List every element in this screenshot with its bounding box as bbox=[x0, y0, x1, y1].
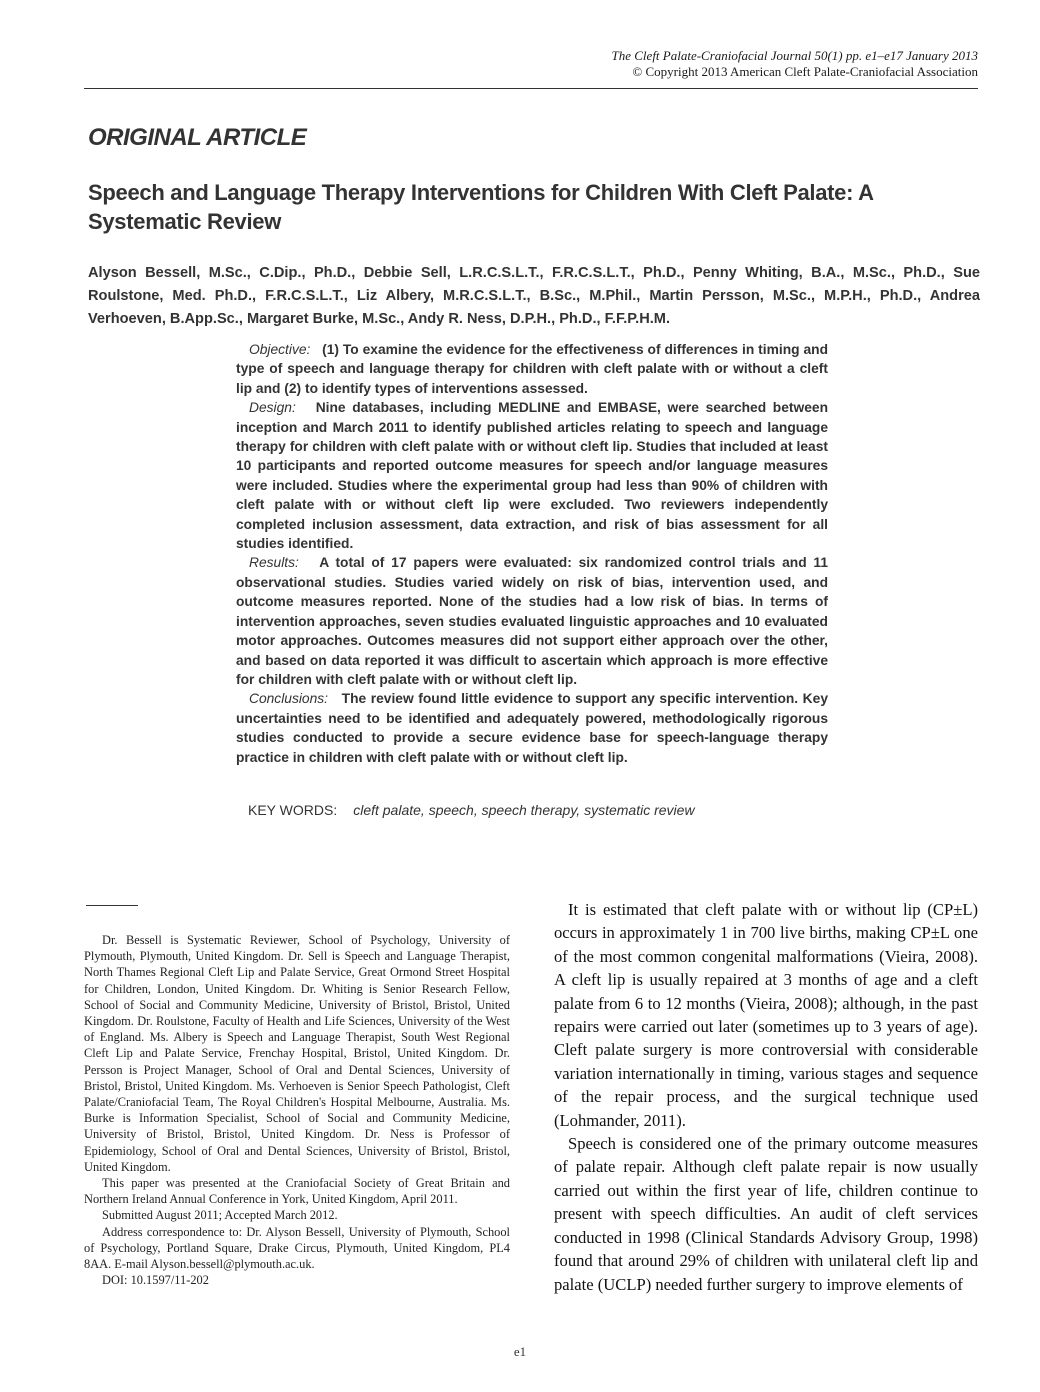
abstract-heading: Results: bbox=[249, 555, 299, 571]
keywords bbox=[248, 802, 848, 818]
copyright-notice: © Copyright 2013 American Cleft Palate-Craniofacial Association bbox=[632, 64, 978, 79]
abstract-text: The review found little evidence to support any specific intervention. Key uncertainties need to be identified and adequately powered, methodologically rigorous studies conducted to provide a secure evidence base for speech-language therapy practice in children with cleft palate with or without cleft lip. bbox=[236, 691, 828, 765]
footnote-dates: Submitted August 2011; Accepted March 2012. bbox=[102, 1208, 338, 1223]
abstract-heading: Objective: bbox=[249, 342, 311, 357]
header-rule bbox=[84, 88, 978, 89]
body-paragraph: It is estimated that cleft palate with or without lip (CP±L) occurs in approximately 1 in 700 live births, making CP±L one of the most common congenital malformations (Vieira, 2008). A cleft lip is usually repaired at 3 months of age and a cleft palate from 6 to 12 months (Vieira, 2008); although, in the past repairs were carried out later (sometimes up to 3 years of age). Cleft palate surgery is more controversial with considerable variation internationally in timing, various stages and sequence of the repair process, and the surgical technique used (Lohmander, 2011). bbox=[554, 900, 978, 1130]
abstract-heading: Conclusions: bbox=[249, 691, 328, 707]
body-paragraph: Speech is considered one of the primary outcome measures of palate repair. Although cleft palate repair is now usually carried out within the first year of life, children continue to present with speech difficulties. An audit of cleft services conducted in 1998 (Clinical Standards Advisory Group, 1998) found that around 29% of children with unilateral cleft lip and palate (UCLP) needed further surgery to improve elements of bbox=[554, 1134, 978, 1294]
keywords-label: KEY WORDS: bbox=[248, 802, 338, 818]
article-type: ORIGINAL ARTICLE bbox=[88, 124, 307, 151]
abstract-conclusions bbox=[236, 689, 828, 767]
abstract-text: (1) To examine the evidence for the effectiveness of differences in timing and type of speech and language therapy for children with cleft palate with or without a cleft lip and (2) to identify types of interventions assessed. bbox=[236, 342, 828, 396]
author-list: Alyson Bessell, M.Sc., C.Dip., Ph.D., Debbie Sell, L.R.C.S.L.T., F.R.C.S.L.T., Ph.D., Penny Whiting, B.A., M.Sc., Ph.D., Sue Roulstone, Med. Ph.D., F.R.C.S.L.T., Liz Albery, M.R.C.S.L.T., B.Sc., M.Phil., Martin Persson, M.Sc., M.P.H., Ph.D., Andrea Verhoeven, B.App.Sc., Margaret Burke, M.Sc., Andy R. Ness, D.P.H., Ph.D., F.F.P.H.M. bbox=[88, 265, 980, 327]
keywords-list: cleft palate, speech, speech therapy, systematic review bbox=[353, 802, 695, 818]
footnote-doi: DOI: 10.1597/11-202 bbox=[102, 1273, 209, 1288]
footnote-presentation: This paper was presented at the Craniofacial Society of Great Britain and Northern Ireland Annual Conference in York, United Kingdom, April 2011. bbox=[84, 1176, 510, 1207]
journal-citation: The Cleft Palate-Craniofacial Journal 50(1) pp. e1–e17 January 2013 bbox=[611, 48, 978, 63]
abstract-results bbox=[236, 553, 828, 689]
abstract-heading: Design: bbox=[249, 400, 296, 416]
body-column bbox=[554, 898, 978, 1296]
footnotes bbox=[84, 932, 510, 1288]
article-title: Speech and Language Therapy Interventions for Children With Cleft Palate: A Systematic Review bbox=[88, 180, 873, 234]
abstract-text: Nine databases, including MEDLINE and EMBASE, were searched between inception and March 2011 to identify published articles relating to speech and language therapy for children with cleft palate with or without cleft lip. Studies that included at least 10 participants and reported outcome measures for speech and/or language measures were included. Studies where the experimental group had less than 90% of children with cleft palate with or without cleft lip were excluded. Two reviewers independently completed inclusion assessment, data extraction, and risk of bias assessment for all studies identified. bbox=[236, 400, 828, 552]
abstract-text: A total of 17 papers were evaluated: six randomized control trials and 11 observational studies. Studies varied widely on risk of bias, intervention used, and outcome measures reported. None of the studies had a low risk of bias. In terms of intervention approaches, seven studies evaluated linguistic approaches and 10 evaluated motor approaches. Outcomes measures did not support either approach over the other, and based on data reported it was difficult to ascertain which approach is more effective for children with cleft palate with or without cleft lip. bbox=[236, 555, 829, 687]
footnote-affiliations: Dr. Bessell is Systematic Reviewer, School of Psychology, University of Plymouth, Plymouth, United Kingdom. Dr. Sell is Speech and Language Therapist, North Thames Regional Cleft Lip and Palate Service, Great Ormond Street Hospital for Children, London, United Kingdom. Dr. Whiting is Senior Research Fellow, School of Social and Community Medicine, University of Bristol, Bristol, United Kingdom. Dr. Roulstone, Faculty of Health and Life Sciences, University of the West of England. Ms. Albery is Speech and Language Therapist, South West Regional Cleft Lip and Palate Service, Frenchay Hospital, Bristol, United Kingdom. Dr. Persson is Project Manager, School of Oral and Dental Sciences, University of Bristol, Bristol, United Kingdom. Ms. Verhoeven is Senior Speech Pathologist, Cleft Palate/Craniofacial Team, The Royal Children's Hospital Melbourne, Australia. Ms. Burke is Information Specialist, School of Social and Community Medicine, University of Bristol, Bristol, United Kingdom. Dr. Ness is Professor of Epidemiology, School of Oral and Dental Sciences, University of Bristol, Bristol, United Kingdom. bbox=[84, 933, 510, 1174]
journal-header bbox=[378, 48, 978, 80]
abstract-design bbox=[236, 398, 828, 553]
abstract bbox=[236, 340, 828, 767]
abstract-objective bbox=[236, 340, 828, 398]
footnote-correspondence: Address correspondence to: Dr. Alyson Bessell, University of Plymouth, School of Psychology, Portland Square, Drake Circus, Plymouth, United Kingdom, PL4 8AA. E-mail Alyson.bessell@plymouth.ac.uk. bbox=[84, 1224, 510, 1272]
footnote-rule bbox=[86, 905, 138, 906]
page-number: e1 bbox=[513, 1344, 527, 1359]
